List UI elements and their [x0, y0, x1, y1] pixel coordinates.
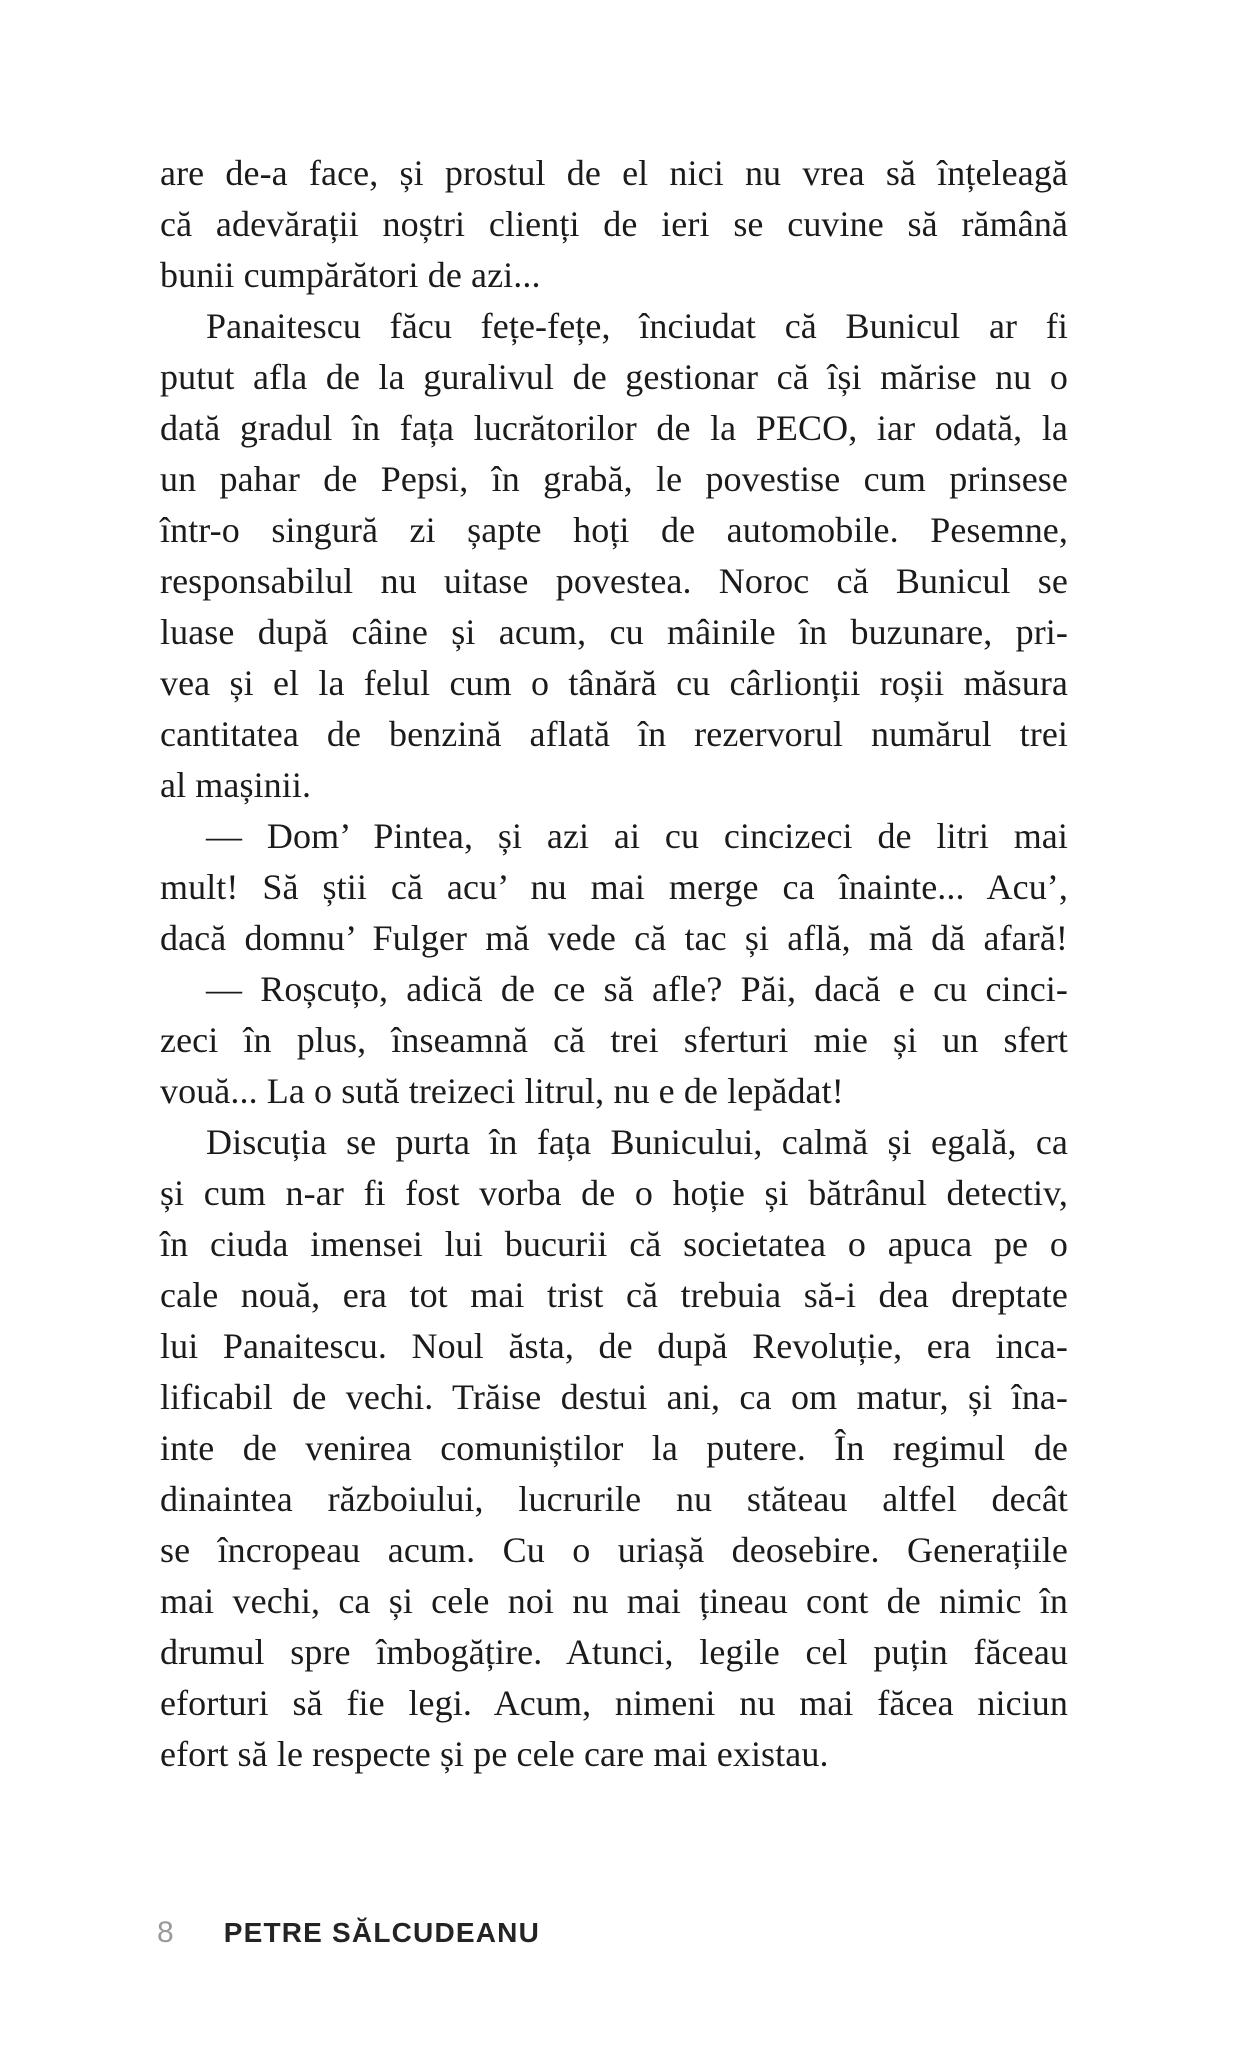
text-line: lui Panaitescu. Noul ăsta, de după Revoluție, era inca- [160, 1326, 1068, 1366]
text-line: se încropeau acum. Cu o uriașă deosebire. Generațiile [160, 1530, 1068, 1570]
text-line: un pahar de Pepsi, în grabă, le povestise cum prinsese [160, 459, 1068, 499]
text-line: mult! Să știi că acu’ nu mai merge ca înainte... Acu’, [160, 867, 1068, 907]
text-line: efort să le respecte și pe cele care mai existau. [160, 1734, 829, 1774]
text-line: responsabilul nu uitase povestea. Noroc că Bunicul se [160, 561, 1068, 601]
text-line: — Roșcuțo, adică de ce să afle? Păi, dacă e cu cinci- [206, 969, 1068, 1009]
text-line: vea și el la felul cum o tânără cu cârlionții roșii măsura [160, 663, 1068, 703]
text-line: drumul spre îmbogățire. Atunci, legile cel puțin făceau [160, 1632, 1068, 1672]
text-line: într-o singură zi șapte hoți de automobile. Pesemne, [160, 510, 1068, 550]
body-text [160, 148, 1068, 1780]
text-line: inte de venirea comuniștilor la putere. În regimul de [160, 1428, 1068, 1468]
text-line: — Dom’ Pintea, și azi ai cu cincizeci de litri mai [206, 816, 1068, 856]
text-line: vouă... La o sută treizeci litrul, nu e de lepădat! [160, 1071, 844, 1111]
page-footer [157, 1916, 540, 1950]
text-line: cantitatea de benzină aflată în rezervorul numărul trei [160, 714, 1068, 754]
text-line: și cum n-ar fi fost vorba de o hoție și bătrânul detectiv, [160, 1173, 1068, 1213]
text-line: bunii cumpărători de azi... [160, 255, 541, 295]
text-line: eforturi să fie legi. Acum, nimeni nu mai făcea niciun [160, 1683, 1068, 1723]
text-line: mai vechi, ca și cele noi nu mai țineau cont de nimic în [160, 1581, 1068, 1621]
text-line: cale nouă, era tot mai trist că trebuia să-i dea dreptate [160, 1275, 1068, 1315]
text-line: are de-a face, și prostul de el nici nu vrea să înțeleagă [160, 153, 1068, 193]
text-line: putut afla de la guralivul de gestionar că își mărise nu o [160, 357, 1068, 397]
text-line: dinaintea războiului, lucrurile nu stăteau altfel decât [160, 1479, 1068, 1519]
text-line: în ciuda imensei lui bucurii că societatea o apuca pe o [160, 1224, 1068, 1264]
page-number: 8 [157, 1916, 174, 1949]
text-line: lificabil de vechi. Trăise destui ani, ca om matur, și îna- [160, 1377, 1068, 1417]
text-line: luase după câine și acum, cu mâinile în buzunare, pri- [160, 612, 1068, 652]
text-line: că adevărații noștri clienți de ieri se cuvine să rămână [160, 204, 1068, 244]
text-line: Panaitescu făcu fețe-fețe, înciudat că Bunicul ar fi [206, 306, 1068, 346]
text-line: Discuția se purta în fața Bunicului, calmă și egală, ca [206, 1122, 1068, 1162]
text-line: dacă domnu’ Fulger mă vede că tac și află, mă dă afară! [160, 918, 1068, 958]
text-line: al mașinii. [160, 765, 312, 805]
author-running-head: PETRE SĂLCUDEANU [223, 1917, 541, 1948]
text-line: zeci în plus, înseamnă că trei sferturi mie și un sfert [160, 1020, 1068, 1060]
text-line: dată gradul în fața lucrătorilor de la PECO, iar odată, la [160, 408, 1068, 448]
